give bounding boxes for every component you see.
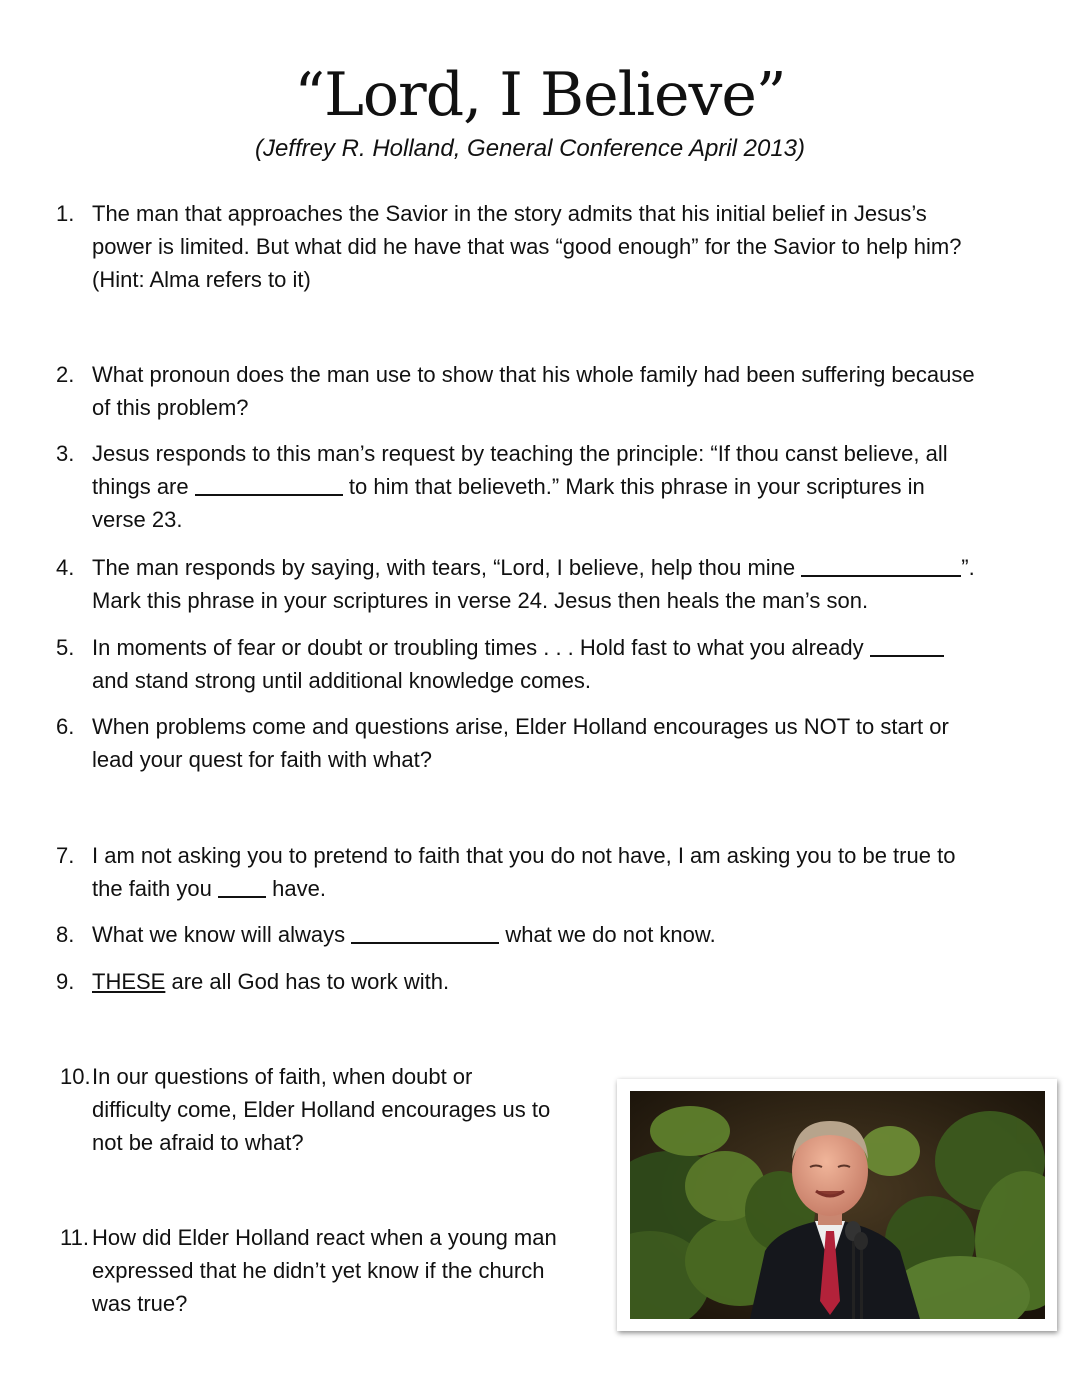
underlined-word: THESE: [92, 969, 166, 994]
answer-blank[interactable]: [218, 874, 266, 898]
question-10: [60, 1060, 551, 1159]
question-number: 3.: [56, 441, 75, 466]
question-text: of this problem?: [92, 395, 249, 420]
question-text: are all God has to work with.: [171, 969, 450, 994]
question-text: and stand strong until additional knowledge comes.: [92, 668, 591, 693]
answer-blank[interactable]: [870, 633, 944, 657]
question-number: 9.: [56, 969, 75, 994]
question-4: [56, 551, 975, 617]
question-text: How did Elder Holland react when a young man: [92, 1225, 557, 1250]
question-text: What pronoun does the man use to show that his whole family had been suffering because: [92, 362, 975, 387]
question-number: 11.: [60, 1225, 89, 1250]
speaker-photo: [630, 1091, 1045, 1319]
speaker-photo-frame: [617, 1079, 1057, 1331]
question-number: 6.: [56, 714, 75, 739]
question-1: [56, 197, 962, 296]
question-9: [56, 965, 450, 998]
question-text: In our questions of faith, when doubt or: [92, 1064, 473, 1089]
answer-blank[interactable]: [801, 553, 961, 577]
question-2: [56, 358, 975, 424]
question-text: power is limited. But what did he have that was “good enough” for the Savior to help him?: [92, 234, 962, 259]
question-text: to him that believeth.” Mark this phrase in your scriptures in: [348, 474, 925, 499]
answer-blank[interactable]: [351, 920, 499, 944]
question-number: 7.: [56, 843, 75, 868]
question-text: verse 23.: [92, 507, 183, 532]
question-6: [56, 710, 949, 776]
question-text: ”.: [961, 555, 975, 580]
page-subtitle: (Jeffrey R. Holland, General Conference April 2013): [254, 135, 806, 162]
question-text: difficulty come, Elder Holland encourages us to: [92, 1097, 551, 1122]
question-text: In moments of fear or doubt or troubling times . . . Hold fast to what you already: [92, 635, 864, 660]
question-8: [56, 918, 716, 951]
question-text: have.: [272, 876, 326, 901]
question-7: [56, 839, 956, 905]
question-number: 10.: [60, 1064, 91, 1089]
question-11: [60, 1221, 557, 1320]
question-text: lead your quest for faith with what?: [92, 747, 432, 772]
question-number: 8.: [56, 922, 75, 947]
question-text: (Hint: Alma refers to it): [92, 267, 311, 292]
question-text: Mark this phrase in your scriptures in verse 24. Jesus then heals the man’s son.: [92, 588, 869, 613]
question-text: expressed that he didn’t yet know if the church: [92, 1258, 545, 1283]
question-text: was true?: [92, 1291, 188, 1316]
question-text: What we know will always: [92, 922, 346, 947]
question-5: [56, 631, 944, 697]
question-text: The man that approaches the Savior in the story admits that his initial belief in Jesus’s: [92, 201, 927, 226]
question-number: 4.: [56, 555, 75, 580]
question-text: not be afraid to what?: [92, 1130, 304, 1155]
question-number: 2.: [56, 362, 75, 387]
page-title: “Lord, I Believe”: [294, 60, 786, 130]
question-text: things are: [92, 474, 189, 499]
question-text: I am not asking you to pretend to faith that you do not have, I am asking you to be true to: [92, 843, 956, 868]
question-3: [56, 437, 948, 536]
question-text: When problems come and questions arise, Elder Holland encourages us NOT to start or: [92, 714, 949, 739]
answer-blank[interactable]: [195, 472, 343, 496]
question-text: Jesus responds to this man’s request by teaching the principle: “If thou canst believe, all: [92, 441, 948, 466]
question-number: 1.: [56, 201, 75, 226]
question-text: The man responds by saying, with tears, “Lord, I believe, help thou mine: [92, 555, 796, 580]
question-text: the faith you: [92, 876, 212, 901]
question-number: 5.: [56, 635, 75, 660]
question-text: what we do not know.: [505, 922, 716, 947]
